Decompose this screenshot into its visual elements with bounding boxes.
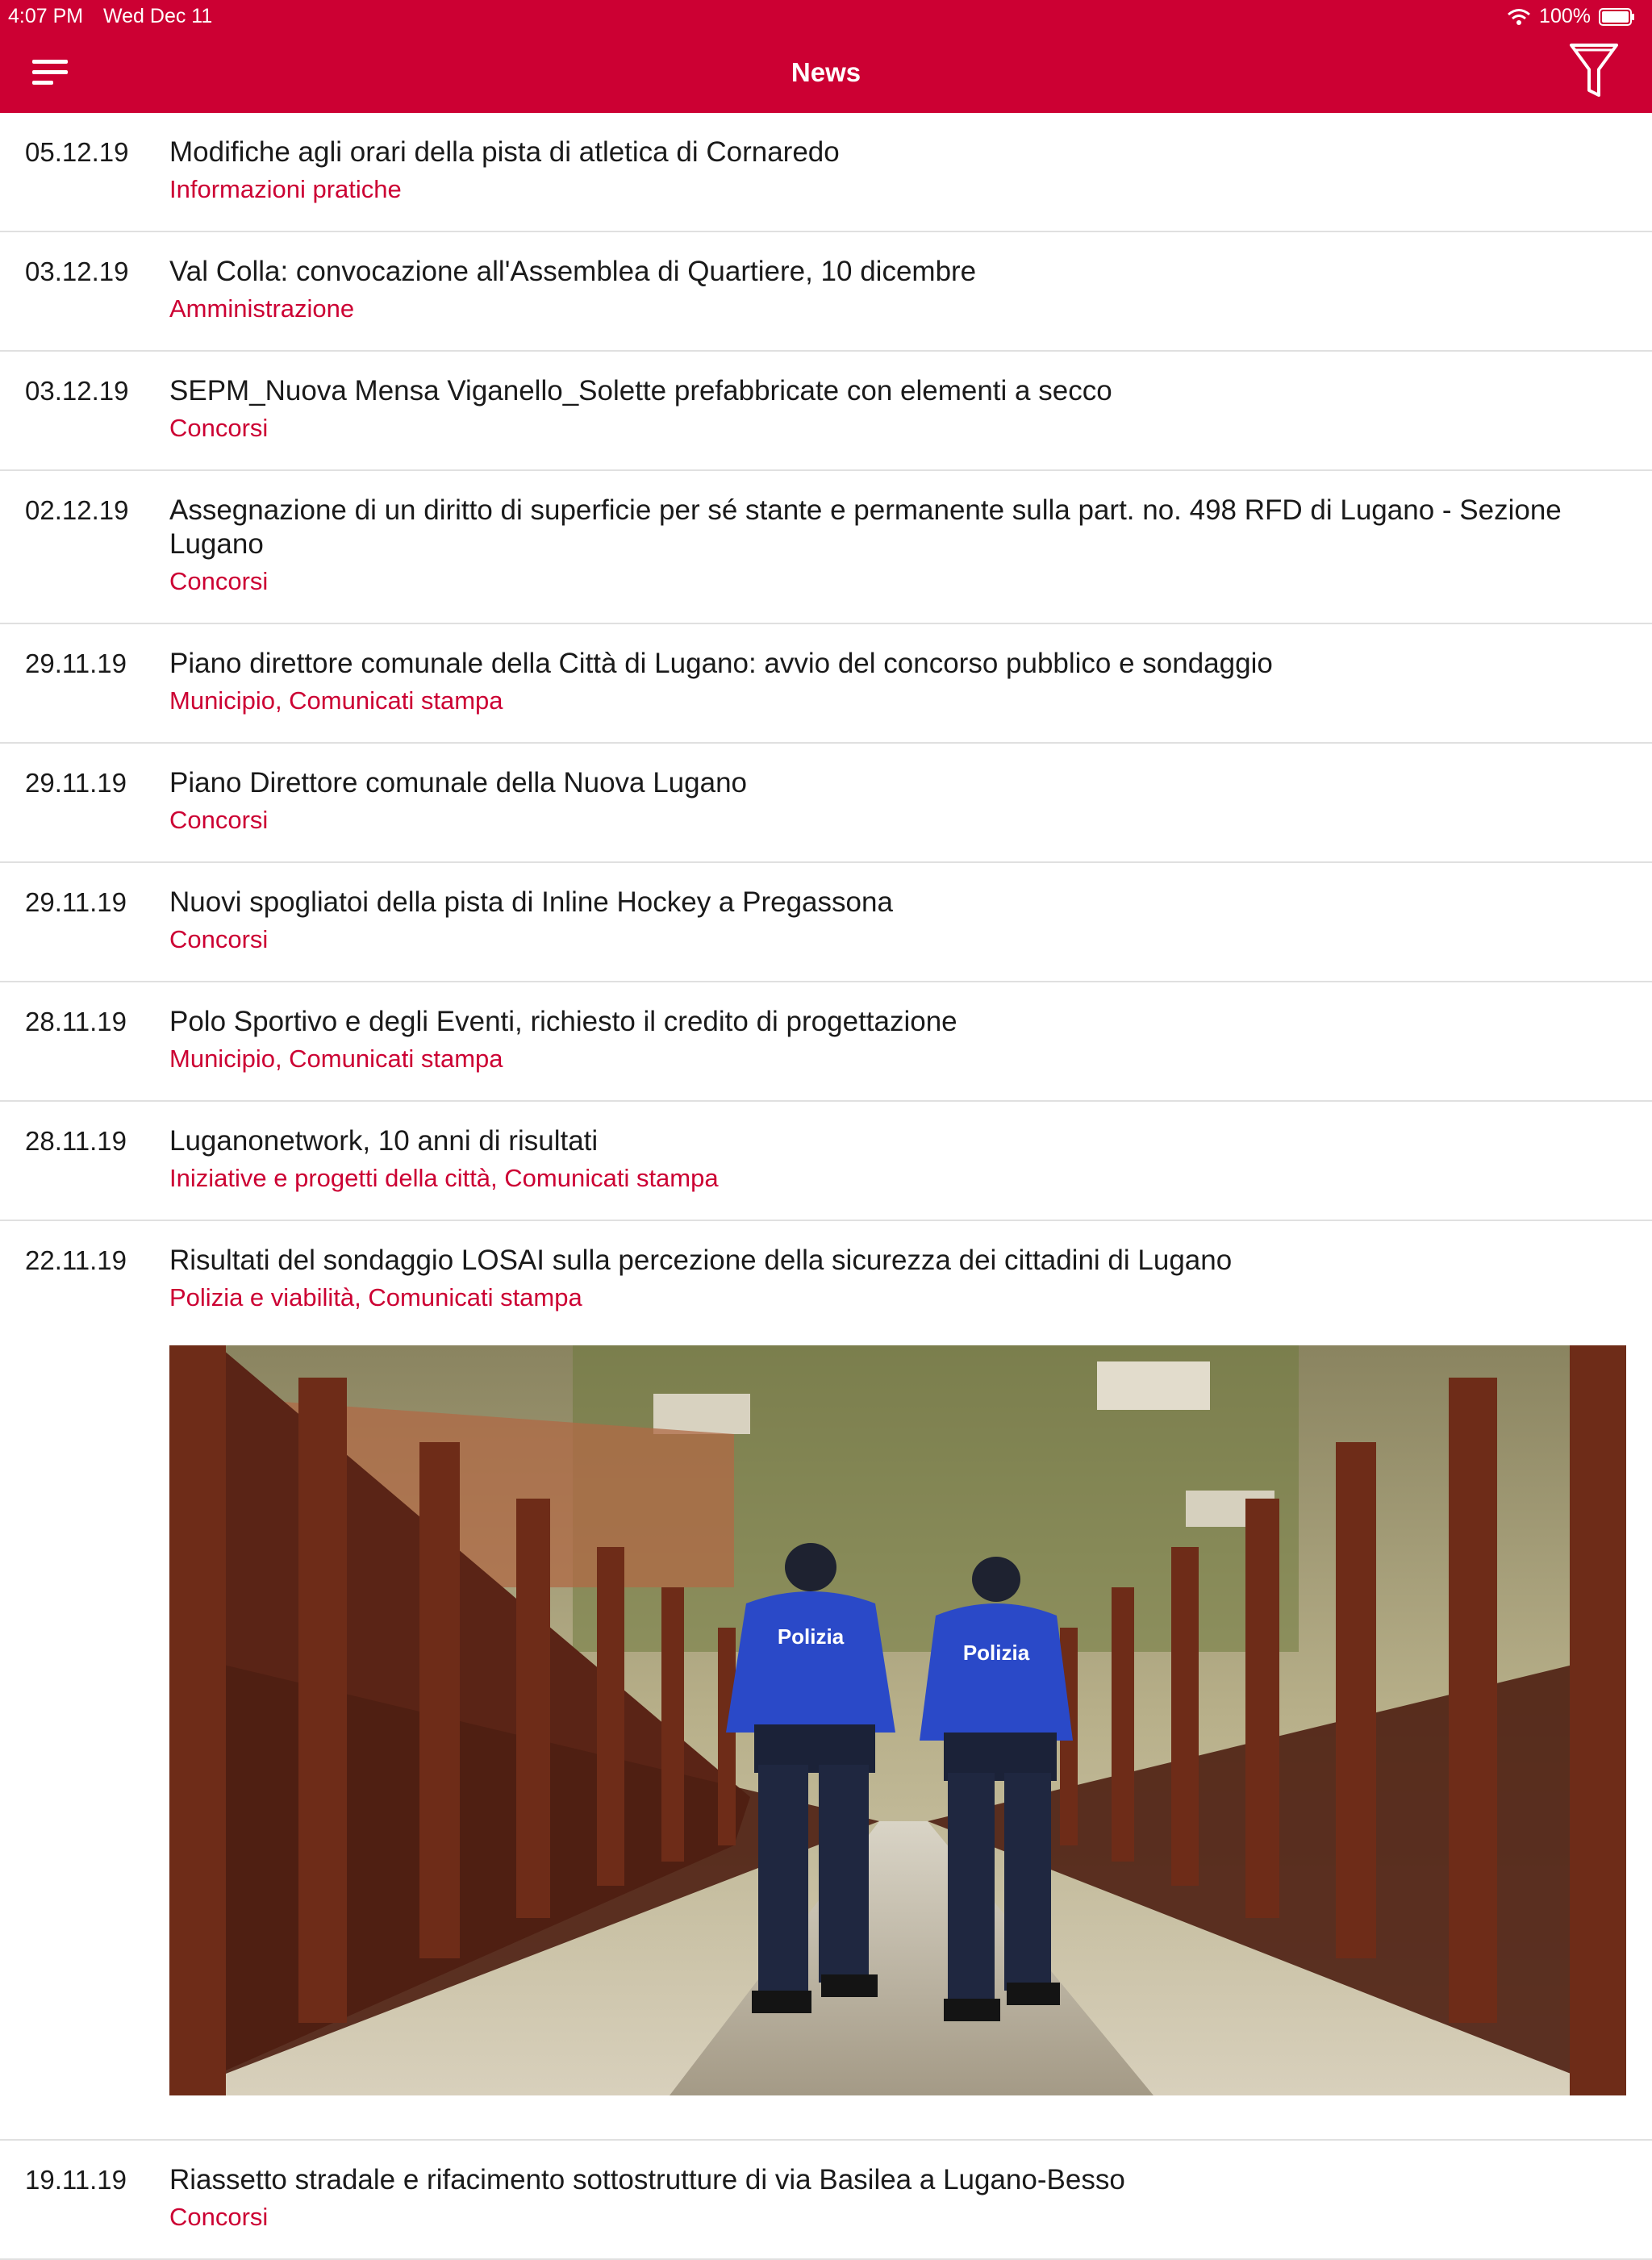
news-item[interactable]	[0, 982, 1652, 1102]
news-category: Polizia e viabilità, Comunicati stampa	[169, 1283, 582, 1311]
news-item[interactable]	[0, 1102, 1652, 1221]
news-title: Riassetto stradale e rifacimento sottostrutture di via Basilea a Lugano-Besso	[169, 2164, 1125, 2195]
news-item-featured[interactable]	[0, 1221, 1652, 2141]
news-category: Concorsi	[169, 2203, 269, 2231]
status-date: Wed Dec 11	[103, 5, 213, 27]
news-item[interactable]	[0, 471, 1652, 624]
news-date: 29.11.19	[25, 887, 127, 917]
news-date: 22.11.19	[25, 1245, 127, 1275]
filter-icon	[1568, 90, 1620, 103]
page-title: News	[791, 57, 861, 87]
police-vest-text: Polizia	[777, 1624, 845, 1649]
news-category: Iniziative e progetti della città, Comunicati stampa	[169, 1164, 719, 1192]
news-date: 05.12.19	[25, 137, 129, 167]
news-date: 03.12.19	[25, 256, 129, 286]
status-right	[1507, 5, 1636, 28]
news-item[interactable]	[0, 232, 1652, 352]
news-item[interactable]	[0, 744, 1652, 863]
top-bar	[0, 0, 1652, 113]
news-title: Piano Direttore comunale della Nuova Lugano	[169, 767, 748, 799]
news-category: Amministrazione	[169, 294, 355, 323]
news-date: 28.11.19	[25, 1126, 127, 1156]
news-title: Risultati del sondaggio LOSAI sulla percezione della sicurezza dei cittadini di Lugano	[169, 1245, 1233, 1276]
news-title: Luganonetwork, 10 anni di risultati	[169, 1125, 599, 1157]
news-date: 29.11.19	[25, 648, 127, 678]
wifi-icon	[1507, 8, 1531, 26]
news-date: 03.12.19	[25, 376, 129, 406]
news-category: Concorsi	[169, 806, 269, 834]
news-item[interactable]	[0, 863, 1652, 982]
news-category: Informazioni pratiche	[169, 175, 402, 203]
news-item[interactable]	[0, 624, 1652, 744]
news-date: 29.11.19	[25, 768, 127, 798]
news-category: Concorsi	[169, 567, 269, 595]
news-title: Polo Sportivo e degli Eventi, richiesto il credito di progettazione	[169, 1006, 957, 1037]
news-category: Concorsi	[169, 414, 269, 442]
news-title: SEPM_Nuova Mensa Viganello_Solette prefabbricate con elementi a secco	[169, 375, 1112, 407]
police-vest-text: Polizia	[962, 1641, 1030, 1665]
news-date: 28.11.19	[25, 1007, 127, 1036]
news-title: Nuovi spogliatoi della pista di Inline Hockey a Pregassona	[169, 886, 893, 918]
news-category: Municipio, Comunicati stampa	[169, 686, 503, 715]
news-category: Municipio, Comunicati stampa	[169, 1045, 503, 1073]
news-item[interactable]	[0, 352, 1652, 471]
news-title: Val Colla: convocazione all'Assemblea di Quartiere, 10 dicembre	[169, 256, 977, 287]
news-item[interactable]	[0, 113, 1652, 232]
news-item[interactable]	[0, 2141, 1652, 2260]
news-category: Concorsi	[169, 925, 269, 953]
news-title: Piano direttore comunale della Città di Lugano: avvio del concorso pubblico e sondaggio	[169, 648, 1273, 679]
filter-button[interactable]	[1568, 42, 1620, 100]
news-title: Modifiche agli orari della pista di atletica di Cornaredo	[169, 136, 840, 168]
news-date: 02.12.19	[25, 495, 129, 525]
battery-icon	[1599, 8, 1636, 26]
battery-percent: 100%	[1539, 5, 1591, 27]
news-image[interactable]	[169, 1345, 1626, 2095]
news-title: Assegnazione di un diritto di superficie per sé stante e permanente sulla part. no. 498 RFD di Lugano - Sezione Lugano	[169, 494, 1562, 560]
status-time: 4:07 PM	[8, 5, 84, 27]
news-date: 19.11.19	[25, 2165, 127, 2195]
news-list	[0, 113, 1652, 2260]
